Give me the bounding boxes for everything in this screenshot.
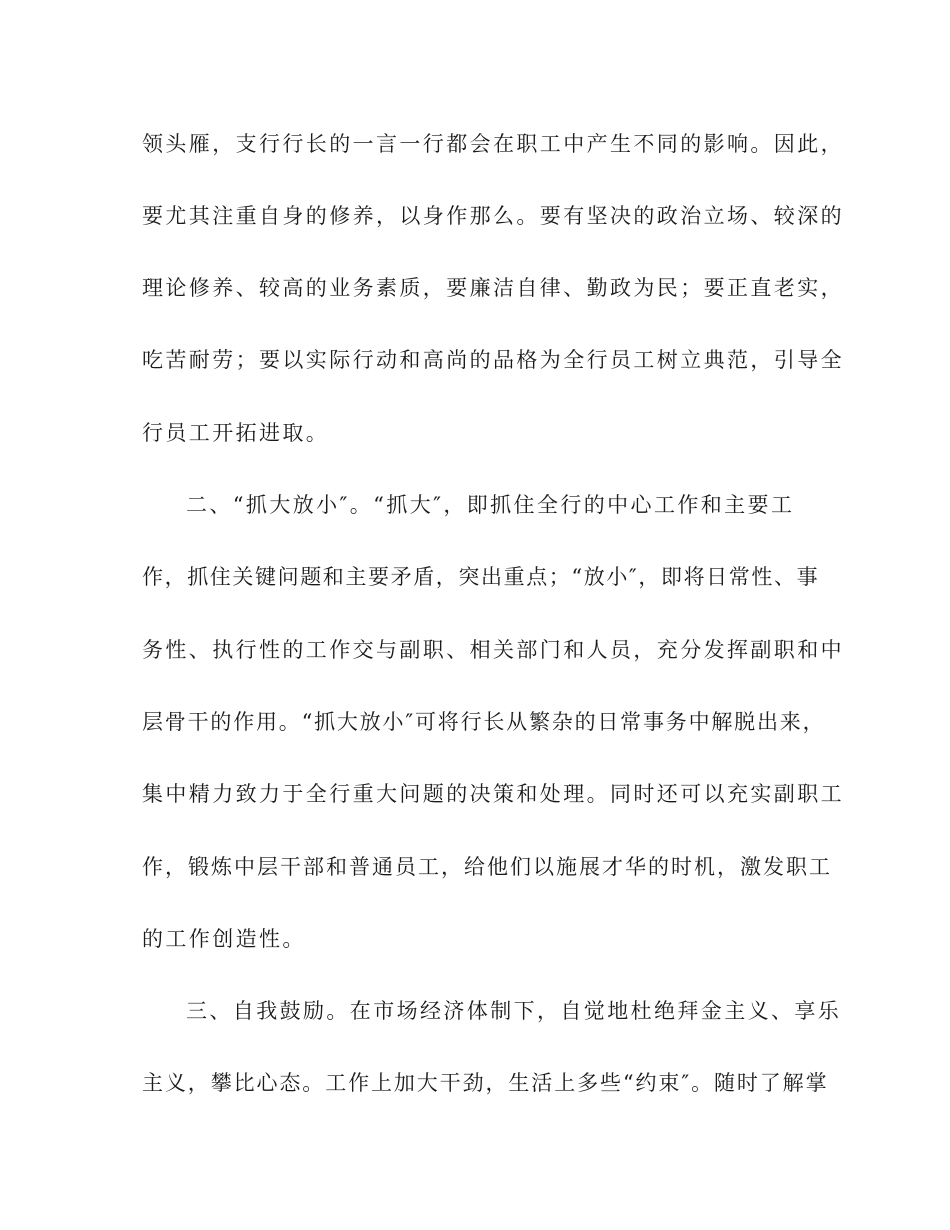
paragraph-line: 理论修养、较高的业务素质，要廉洁自律、勤政为民；要正直老实，: [142, 276, 844, 300]
paragraph-line: 层骨干的作用。“抓大放小″可将行长从繁杂的日常事务中解脱出来，: [142, 710, 826, 734]
paragraph-line: 行员工开拓进取。: [142, 421, 330, 445]
paragraph-line: 主义，攀比心态。工作上加大干劲，生活上多些“约束″。随时了解掌: [142, 1071, 829, 1095]
paragraph-line: 务性、执行性的工作交与副职、相关部门和人员，充分发挥副职和中: [142, 638, 844, 662]
paragraph-line: 的工作创造性。: [142, 927, 306, 951]
paragraph-line: 吃苦耐劳；要以实际行动和高尚的品格为全行员工树立典范，引导全: [142, 348, 844, 372]
paragraph-line: 作，锻炼中层干部和普通员工，给他们以施展才华的时机，激发职工: [142, 855, 832, 879]
paragraph-line: 要尤其注重自身的修养，以身作那么。要有坚决的政治立场、较深的: [142, 204, 844, 228]
paragraph-line: 领头雁，支行行长的一言一行都会在职工中产生不同的影响。因此，: [142, 132, 844, 156]
section-three-first-line: 三、自我鼓励。在市场经济体制下，自觉地杜绝拜金主义、享乐: [186, 999, 842, 1023]
section-two-first-line: 二、“抓大放小″。“抓大″，即抓住全行的中心工作和主要工: [186, 493, 795, 517]
paragraph-line: 作，抓住关键问题和主要矛盾，突出重点；“放小″，即将日常性、事: [142, 565, 820, 589]
paragraph-line: 集中精力致力于全行重大问题的决策和处理。同时还可以充实副职工: [142, 782, 844, 806]
